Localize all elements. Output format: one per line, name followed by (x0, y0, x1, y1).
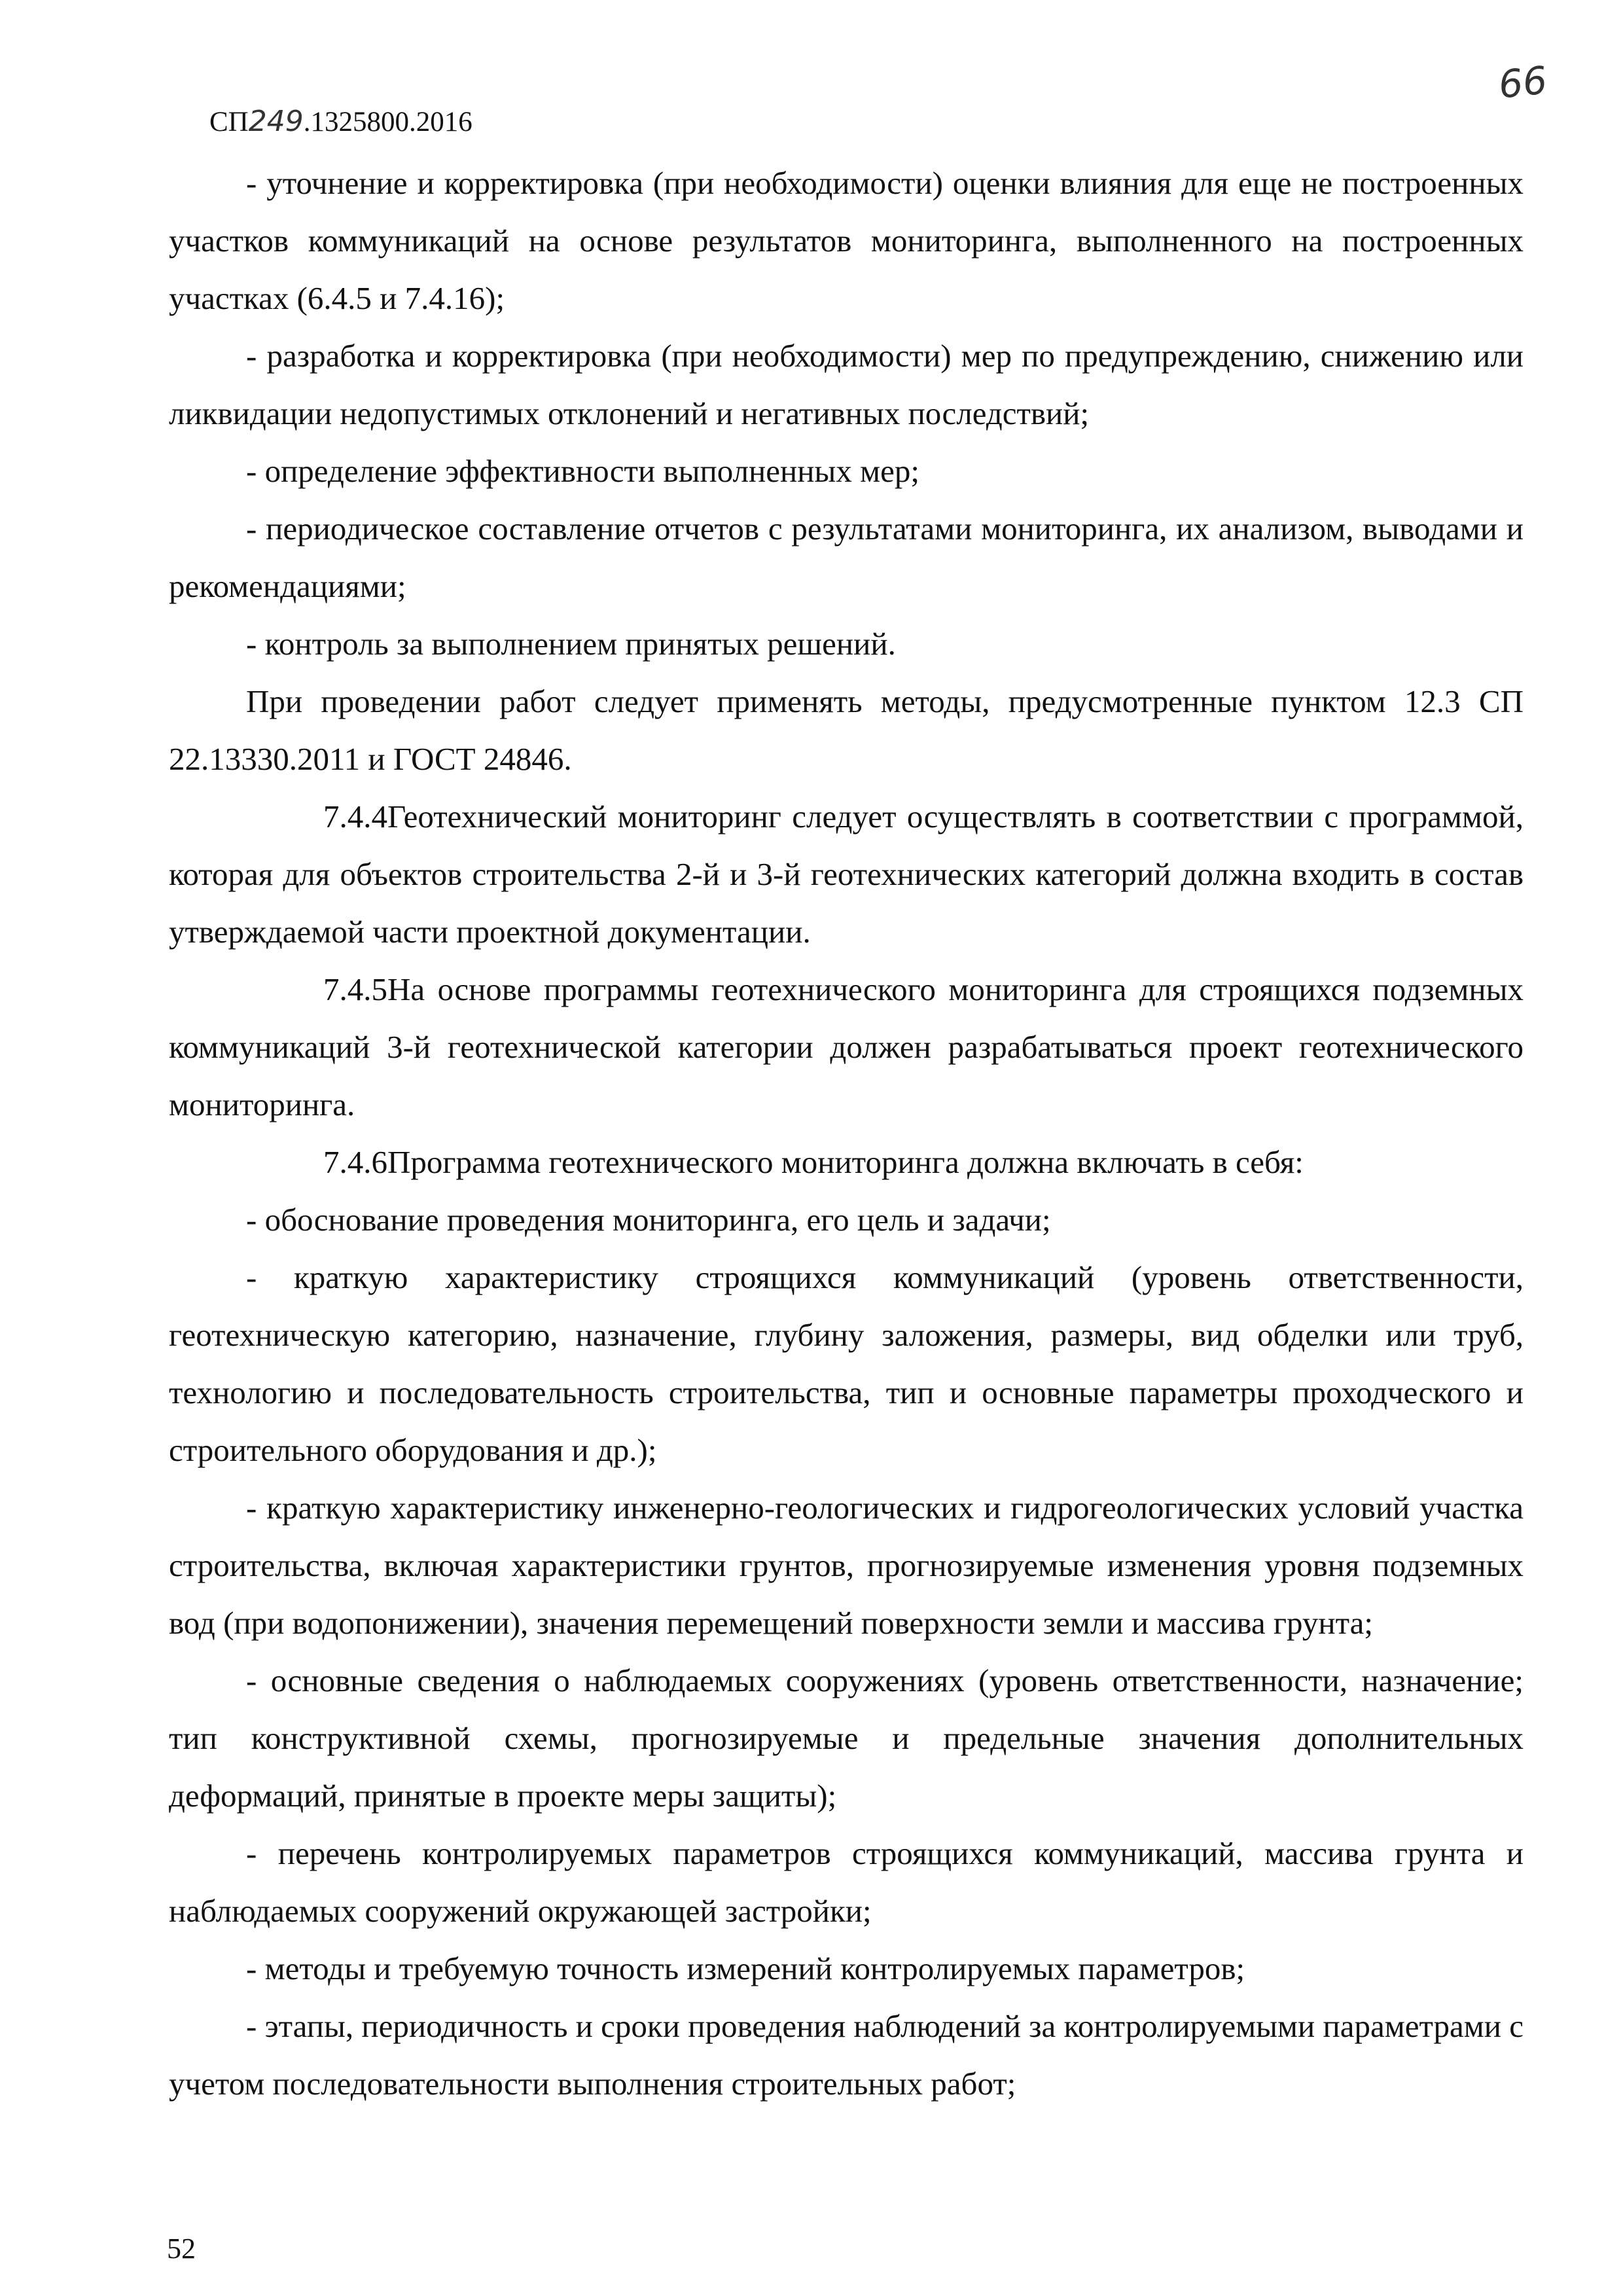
list-paragraph (169, 1249, 1524, 1479)
list-paragraph (169, 1191, 1524, 1249)
page-number: 52 (167, 2233, 196, 2265)
list-paragraph (169, 1652, 1524, 1825)
list-paragraph (169, 500, 1524, 615)
document-code (209, 105, 473, 138)
clause-paragraph (169, 961, 1524, 1134)
handwritten-page-number: 66 (1496, 58, 1550, 107)
paragraph-text: При проведении работ следует применять методы, предусмотренные пунктом 12.3 СП 22.13330.2011 и ГОСТ 24846. (169, 683, 1524, 777)
clause-paragraph (169, 1134, 1524, 1191)
paragraph-text: - контроль за выполнением принятых решений. (246, 626, 896, 662)
paragraph-text: - основные сведения о наблюдаемых сооружениях (уровень ответственности, назначение; тип конструктивной схемы, прогнозируемые и предельные значения дополнительных деформаций, принятые в проекте меры защиты); (169, 1662, 1524, 1814)
paragraph-text: На основе программы геотехнического мониторинга для строящихся подземных коммуникаций 3-й геотехнической категории должен разрабатываться проект геотехнического мониторинга. (169, 971, 1524, 1122)
list-paragraph (169, 1479, 1524, 1652)
paragraph-text: Геотехнический мониторинг следует осуществлять в соответствии с программой, которая для объектов строительства 2-й и 3-й геотехнических категорий должна входить в состав утверждаемой части проектной документации. (169, 798, 1524, 950)
body-text (169, 154, 1524, 2113)
doc-code-suffix: .1325800.2016 (303, 107, 473, 137)
doc-code-handwritten: 249 (248, 105, 304, 138)
paragraph-text: - краткую характеристику строящихся коммуникаций (уровень ответственности, геотехническую категорию, назначение, глубину заложения, размеры, вид обделки или труб, технологию и последовательность строительства, тип и основные параметры проходческого и строительного оборудования и др.); (169, 1259, 1524, 1468)
paragraph-text: - методы и требуемую точность измерений контролируемых параметров; (246, 1950, 1245, 1986)
list-paragraph (169, 1998, 1524, 2113)
paragraph-text: - разработка и корректировка (при необходимости) мер по предупреждению, снижению или ликвидации недопустимых отклонений и негативных последствий; (169, 338, 1524, 431)
paragraph-text: - краткую характеристику инженерно-геологических и гидрогеологических условий участка строительства, включая характеристики грунтов, прогнозируемые изменения уровня подземных вод (при водопонижении), значения перемещений поверхности земли и массива грунта; (169, 1490, 1524, 1641)
list-paragraph (169, 327, 1524, 442)
paragraph-text: - периодическое составление отчетов с результатами мониторинга, их анализом, выводами и рекомендациями; (169, 511, 1524, 604)
list-paragraph (169, 154, 1524, 327)
clause-number: 7.4.4 (323, 798, 387, 834)
paragraph-text: - определение эффективности выполненных мер; (246, 453, 919, 489)
paragraph-text: Программа геотехнического мониторинга должна включать в себя: (387, 1144, 1304, 1180)
clause-number: 7.4.6 (323, 1144, 387, 1180)
list-paragraph (169, 615, 1524, 673)
list-paragraph (169, 442, 1524, 500)
list-paragraph (169, 673, 1524, 788)
doc-code-prefix: СП (209, 107, 249, 137)
paragraph-text: - перечень контролируемых параметров строящихся коммуникаций, массива грунта и наблюдаемых сооружений окружающей застройки; (169, 1835, 1524, 1929)
list-paragraph (169, 1825, 1524, 1940)
clause-number: 7.4.5 (323, 971, 387, 1007)
paragraph-text: - обоснование проведения мониторинга, его цель и задачи; (246, 1202, 1051, 1238)
paragraph-text: - уточнение и корректировка (при необходимости) оценки влияния для еще не построенных участков коммуникаций на основе результатов мониторинга, выполненного на построенных участках (6.4.5 и 7.4.16); (169, 165, 1524, 316)
list-paragraph (169, 1940, 1524, 1998)
clause-paragraph (169, 788, 1524, 961)
paragraph-text: - этапы, периодичность и сроки проведения наблюдений за контролируемыми параметрами с учетом последовательности выполнения строительных работ; (169, 2008, 1524, 2102)
